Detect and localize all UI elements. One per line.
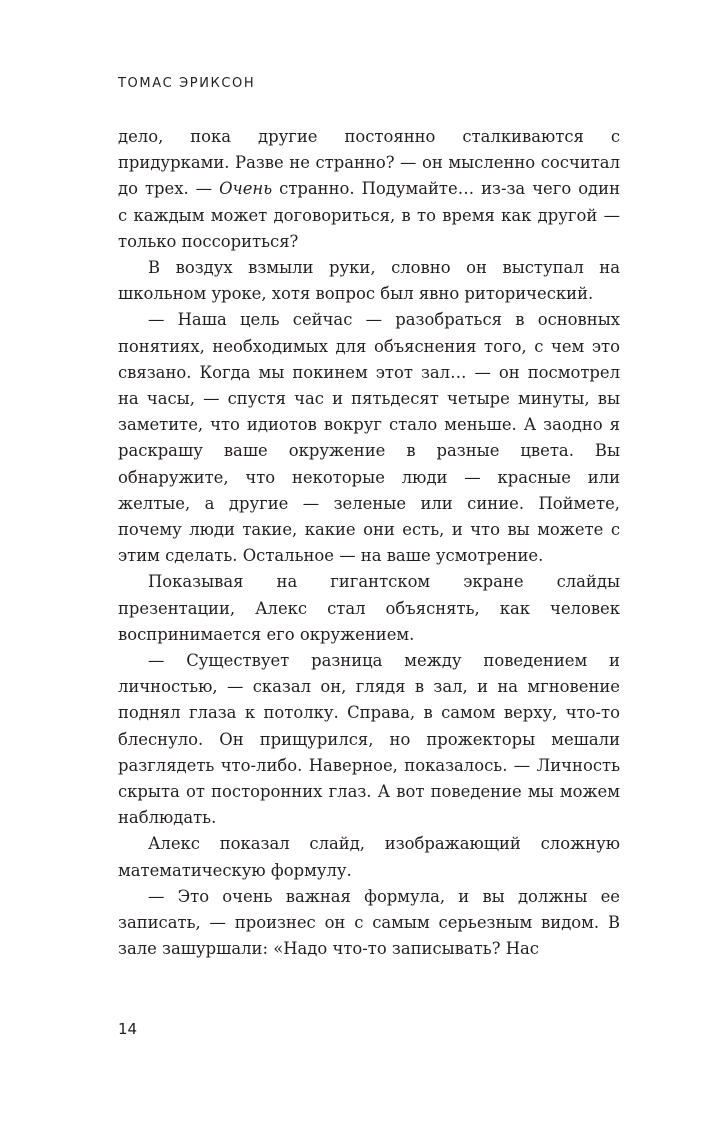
paragraph-2: В воздух взмыли руки, словно он выступал на школьном уроке, хотя вопрос был явно риторический.	[118, 258, 620, 304]
body-text	[118, 124, 620, 963]
running-head: ТОМАС ЭРИКСОН	[118, 76, 256, 91]
emphasis-word: Очень	[219, 179, 273, 199]
paragraph-1-end: странно. Подумайте… из-за чего один с каждым может договориться, в то время как другой — только поссориться?	[118, 179, 621, 251]
paragraph-6: Алекс показал слайд, изображающий сложную математическую формулу.	[118, 834, 620, 880]
paragraph-7: — Это очень важная формула, и вы должны ее записать, — произнес он с самым серьезным видом. В зале зашуршали: «Надо что-то записывать? Нас	[118, 886, 620, 959]
paragraph-5: — Существует разница между поведением и личностью, — сказал он, глядя в зал, и на мгновение поднял глаза к потолку. Справа, в самом верху, что-то блеснуло. Он прищурился, но прожекторы мешали разглядеть что-либо. Наверное, показалось. — Личность скрыта от посторонних глаз. А вот поведение мы можем наблюдать.	[118, 651, 620, 828]
page-number: 14	[118, 1020, 138, 1038]
paragraph-3: — Наша цель сейчас — разобраться в основных понятиях, необходимых для объяснения того, с чем это связано. Когда мы покинем этот зал… — он посмотрел на часы, — спустя час и пятьдесят четыре минуты, вы заметите, что идиотов вокруг стало меньше. А заодно я раскрашу ваше окружение в разные цвета. Вы обнаружите, что некоторые люди — красные или желтые, а другие — зеленые или синие. Поймете, почему люди такие, какие они есть, и что вы можете с этим сделать. Остальное — на ваше усмотрение.	[118, 310, 620, 566]
paragraph-1-start: дело, пока другие постоянно сталкиваются с придурками. Разве не странно? — он мысленно сосчитал до трех. —	[118, 127, 620, 199]
paragraph-1	[118, 124, 620, 255]
paragraph-4: Показывая на гигантском экране слайды презентации, Алекс стал объяснять, как человек воспринимается его окружением.	[118, 572, 620, 644]
